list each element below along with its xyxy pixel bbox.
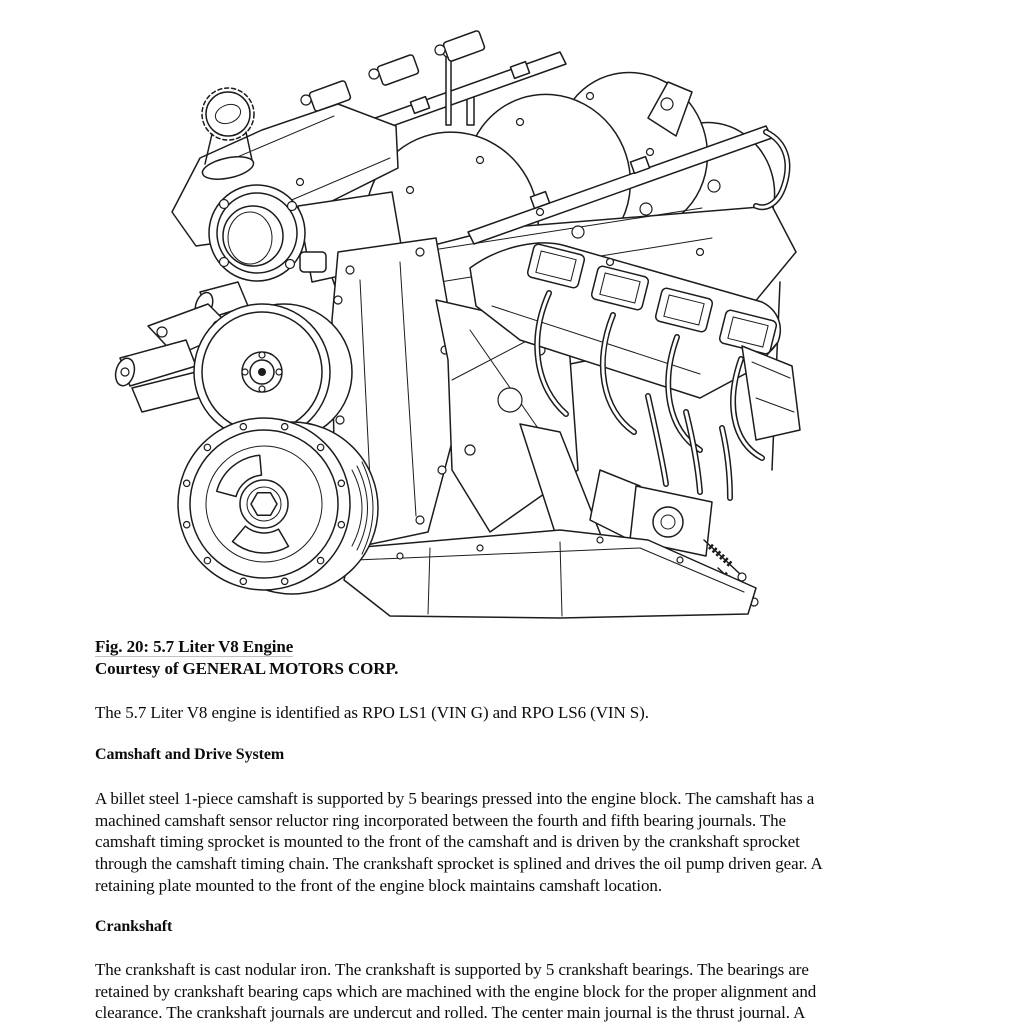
- section-heading-crankshaft: Crankshaft: [95, 918, 173, 935]
- figure-caption-line2: Courtesy of GENERAL MOTORS CORP.: [95, 659, 399, 678]
- crankshaft-balancer: [178, 418, 378, 594]
- section-heading-camshaft: Camshaft and Drive System: [95, 746, 285, 763]
- figure-caption: [95, 636, 398, 680]
- text-line: A billet steel 1-piece camshaft is supported by 5 bearings pressed into the engine block. The camshaft has a: [95, 789, 815, 808]
- text-line: through the camshaft timing chain. The crankshaft sprocket is splined and drives the oil pump driven gear. A: [95, 854, 823, 874]
- text-line: clearance. The crankshaft journals are undercut and rolled. The center main journal is the thrust journal. A: [95, 1003, 806, 1023]
- crankshaft-paragraph: [95, 959, 816, 1024]
- text-line: retaining plate mounted to the front of the engine block maintains camshaft location.: [95, 875, 662, 895]
- camshaft-paragraph: [95, 788, 823, 897]
- text-line: The crankshaft is cast nodular iron. The crankshaft is supported by 5 crankshaft bearings. The bearings are: [95, 960, 809, 979]
- figure-caption-line1: [95, 636, 398, 658]
- text-line: camshaft timing sprocket is mounted to the front of the camshaft and is driven by the crankshaft sprocket: [95, 832, 800, 852]
- figure-caption-title: Fig. 20: 5.7 Liter V8 Engine: [95, 637, 294, 656]
- intro-paragraph: The 5.7 Liter V8 engine is identified as RPO LS1 (VIN G) and RPO LS6 (VIN S).: [95, 703, 649, 722]
- text-line: retained by crankshaft bearing caps which are machined with the engine block for the proper alignment and: [95, 981, 817, 1001]
- text-line: machined camshaft sensor reluctor ring incorporated between the fourth and fifth bearing journals. The: [95, 810, 786, 830]
